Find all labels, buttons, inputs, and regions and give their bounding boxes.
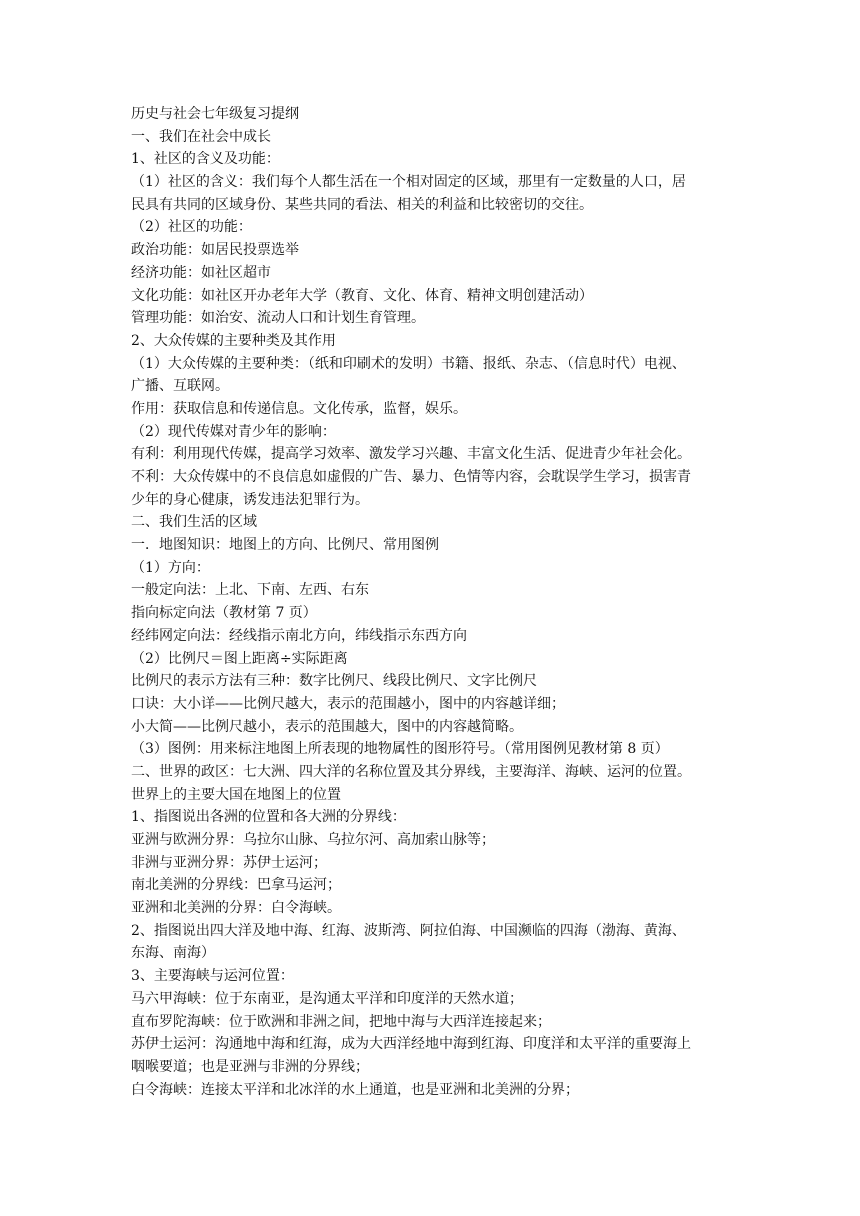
text-line: 指向标定向法（教材第 7 页） (131, 605, 317, 622)
document-title: 历史与社会七年级复习提纲 (131, 106, 299, 122)
text-line: 有利：利用现代传媒，提高学习效率、激发学习兴趣、丰富文化生活、促进青少年社会化。 (131, 446, 691, 463)
text-line: 小大简——比例尺越小，表示的范围越大，图中的内容越简略。 (131, 718, 523, 735)
text-line: 南北美洲的分界线：巴拿马运河； (131, 877, 341, 894)
text-line: 文化功能：如社区开办老年大学（教育、文化、体育、精神文明创建活动） (131, 287, 593, 304)
text-line: 少年的身心健康，诱发违法犯罪行为。 (131, 491, 369, 508)
text-line: 经济功能：如社区超市 (131, 264, 271, 281)
text-line: 经纬网定向法：经线指示南北方向，纬线指示东西方向 (131, 627, 467, 644)
text-line: 苏伊士运河：沟通地中海和红海，成为大西洋经地中海到红海、印度洋和太平洋的重要海上 (131, 1036, 691, 1053)
text-line: 亚洲和北美洲的分界：白令海峡。 (131, 900, 341, 917)
text-line: 东海、南海） (131, 945, 215, 962)
text-line: 管理功能：如治安、流动人口和计划生育管理。 (131, 310, 425, 327)
section-heading: 一、我们在社会中成长 (131, 128, 271, 145)
text-line: 口诀：大小详——比例尺越大，表示的范围越小，图中的内容越详细； (131, 695, 565, 712)
text-line: 广播、互联网。 (131, 378, 229, 395)
text-line: 咽喉要道；也是亚洲与非洲的分界线； (131, 1058, 369, 1075)
subsection-heading: 1、指图说出各洲的位置和各大洲的分界线： (131, 809, 406, 826)
subsection-heading: 1、社区的含义及功能： (131, 151, 280, 168)
text-line: 白令海峡：连接太平洋和北冰洋的水上通道，也是亚洲和北美洲的分界； (131, 1081, 579, 1098)
text-line: （1）大众传媒的主要种类：（纸和印刷术的发明）书籍、报纸、杂志、（信息时代）电视、 (131, 355, 686, 372)
subsection-heading: 一．地图知识：地图上的方向、比例尺、常用图例 (131, 537, 439, 554)
text-line: （2）现代传媒对青少年的影响： (131, 423, 336, 440)
text-line: （2）社区的功能： (131, 219, 252, 236)
text-line: 非洲与亚洲分界：苏伊士运河； (131, 854, 327, 871)
text-line: 世界上的主要大国在地图上的位置 (131, 786, 341, 803)
subsection-heading: 3、主要海峡与运河位置： (131, 968, 294, 985)
subsection-heading: 2、指图说出四大洋及地中海、红海、波斯湾、阿拉伯海、中国濒临的四海（渤海、黄海、 (131, 922, 686, 939)
section-heading: 二、世界的政区：七大洲、四大洋的名称位置及其分界线，主要海洋、海峡、运河的位置。 (131, 763, 691, 780)
subsection-heading: 2、大众传媒的主要种类及其作用 (131, 332, 336, 349)
text-line: 不利：大众传媒中的不良信息如虚假的广告、暴力、色情等内容，会耽误学生学习，损害青 (131, 469, 691, 485)
text-line: 民具有共同的区域身份、某些共同的看法、相关的利益和比较密切的交往。 (131, 196, 593, 213)
text-line: 比例尺的表示方法有三种：数字比例尺、线段比例尺、文字比例尺 (131, 673, 537, 690)
text-line: 直布罗陀海峡：位于欧洲和非洲之间，把地中海与大西洋连接起来； (131, 1013, 551, 1030)
text-line: （1）社区的含义：我们每个人都生活在一个相对固定的区域，那里有一定数量的人口，居 (131, 174, 686, 191)
text-line: 马六甲海峡：位于东南亚，是沟通太平洋和印度洋的天然水道； (131, 990, 523, 1007)
text-line: （3）图例：用来标注地图上所表现的地物属性的图形符号。（常用图例见教材第 8 页） (131, 741, 669, 758)
section-heading: 二、我们生活的区域 (131, 514, 257, 531)
text-line: 一般定向法：上北、下南、左西、右东 (131, 582, 369, 599)
text-line: （2）比例尺＝图上距离÷实际距离 (131, 650, 348, 667)
text-line: 政治功能：如居民投票选举 (131, 242, 299, 259)
text-line: 亚洲与欧洲分界：乌拉尔山脉、乌拉尔河、高加索山脉等； (131, 832, 495, 848)
text-line: 作用：获取信息和传递信息。文化传承，监督，娱乐。 (131, 400, 467, 417)
document-body (131, 103, 741, 1101)
text-line: （1）方向： (131, 559, 210, 576)
